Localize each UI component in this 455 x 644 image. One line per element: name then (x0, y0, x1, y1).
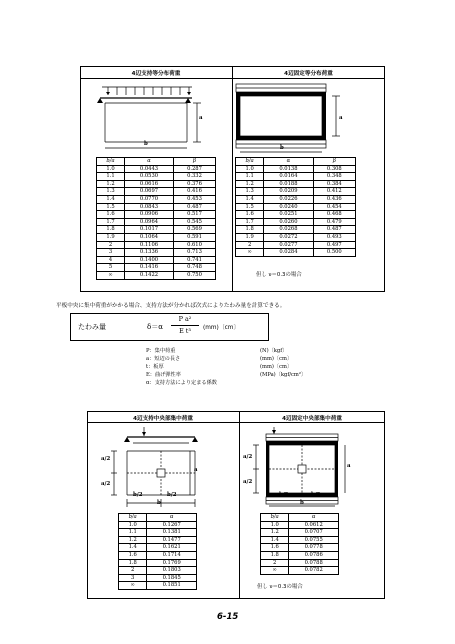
dimension-b: b (280, 145, 284, 151)
fraction-bar (171, 325, 199, 326)
table-cell: 0.1017 (125, 226, 174, 234)
table-cell: 0.0277 (264, 241, 313, 249)
table-cell: 1.7 (97, 218, 125, 226)
table-cell: 0.0782 (289, 567, 339, 575)
table-row (261, 559, 339, 567)
table-cell: 0.416 (173, 188, 215, 196)
dimension-b-half: b/2 (279, 492, 289, 498)
table-cell: 5 (97, 264, 125, 272)
col-header: b/a (119, 514, 147, 522)
diagram-uniform-fixed (232, 79, 385, 159)
table-cell: 0.0268 (264, 226, 313, 234)
table-cell: 0.0612 (289, 521, 339, 529)
col-header: α (147, 514, 197, 522)
table-row (236, 165, 356, 173)
dimension-b: b (157, 500, 161, 506)
table-cell: 0.1845 (147, 574, 197, 582)
table-cell: 0.1477 (147, 536, 197, 544)
table-cell: 1.0 (97, 165, 125, 173)
table-row (261, 529, 339, 537)
symbol-def: t：板厚 (146, 364, 164, 370)
table-row (97, 218, 216, 226)
table-row (119, 574, 197, 582)
table-cell: 0.545 (173, 218, 215, 226)
table-point-fixed (260, 513, 339, 575)
diagram-point-supported (87, 423, 239, 509)
symbol-row (146, 355, 326, 363)
table-cell: 4 (97, 256, 125, 264)
table-cell: 0.0226 (264, 195, 313, 203)
table-cell: 0.412 (313, 188, 355, 196)
table-cell: 0.1851 (147, 582, 197, 590)
table-row (236, 241, 356, 249)
formula-label: たわみ量 (78, 323, 106, 331)
table-row (97, 165, 216, 173)
col-header: α (289, 514, 339, 522)
table-row (236, 180, 356, 188)
table-cell: 1.1 (97, 173, 125, 181)
table-row (97, 256, 216, 264)
table-cell: 1.2 (119, 536, 147, 544)
formula-denominator: E t³ (179, 327, 191, 335)
table-cell: 1.0 (261, 521, 289, 529)
table-cell: 0.713 (173, 249, 215, 257)
col-header: α (125, 158, 174, 166)
table-cell: 1.5 (97, 203, 125, 211)
table-row (97, 271, 216, 279)
symbol-list (146, 347, 326, 387)
symbol-unit: (MPa)〔kgf/cm²〕 (260, 372, 307, 378)
table-cell: 0.0240 (264, 203, 313, 211)
panel-title: 4辺支持等分布荷重 (131, 71, 181, 77)
table-row (236, 188, 356, 196)
table-cell: 0.497 (313, 241, 355, 249)
table-cell: 1.9 (97, 233, 125, 241)
symbol-def: P：集中荷重 (146, 348, 176, 354)
table-cell: 0.569 (173, 226, 215, 234)
table-cell: 0.308 (313, 165, 355, 173)
table-cell: 0.1400 (125, 256, 174, 264)
table-cell: 0.493 (313, 233, 355, 241)
table-cell: 0.0964 (125, 218, 174, 226)
table-row (97, 173, 216, 181)
table-row (97, 249, 216, 257)
formula-lhs: δ＝α (147, 323, 163, 331)
table-row (97, 203, 216, 211)
table-cell: 1.8 (236, 226, 264, 234)
table-cell: 1.7 (236, 218, 264, 226)
table-cell: 0.0755 (289, 536, 339, 544)
table-cell: 0.1336 (125, 249, 174, 257)
table-cell: 1.8 (119, 559, 147, 567)
table-cell: 1.8 (261, 551, 289, 559)
table-cell: 0.0616 (125, 180, 174, 188)
col-header: b/a (97, 158, 125, 166)
table-row (97, 233, 216, 241)
table-cell: 1.9 (236, 233, 264, 241)
table-cell: 0.0707 (289, 529, 339, 537)
table-cell: 0.610 (173, 241, 215, 249)
table-row (236, 233, 356, 241)
table-row (97, 188, 216, 196)
table-row (236, 218, 356, 226)
table-cell: 0.1803 (147, 567, 197, 575)
table-cell: 0.0188 (264, 180, 313, 188)
table-row (97, 211, 216, 219)
table-row (236, 249, 356, 257)
table-cell: 2 (97, 241, 125, 249)
dimension-a: a (339, 115, 343, 121)
table-row (119, 567, 197, 575)
table-row (261, 551, 339, 559)
formula-numerator: P a² (178, 315, 192, 323)
table-row (261, 544, 339, 552)
dimension-a: a (347, 463, 351, 469)
table-cell: 0.436 (313, 195, 355, 203)
symbol-row (146, 347, 326, 355)
table-row (119, 551, 197, 559)
table-cell: 1.6 (119, 551, 147, 559)
col-header: b/a (236, 158, 264, 166)
table-cell: 0.287 (173, 165, 215, 173)
table-cell: 0.468 (313, 211, 355, 219)
table-cell: 0.0843 (125, 203, 174, 211)
symbol-unit: (N)〔kgf〕 (260, 348, 288, 354)
table-cell: 1.6 (261, 544, 289, 552)
table-cell: 0.479 (313, 218, 355, 226)
panel-title: 4辺支持中央部集中荷重 (133, 416, 193, 422)
table-cell: 0.0209 (264, 188, 313, 196)
symbol-row (146, 371, 326, 379)
table-cell: 1.2 (97, 180, 125, 188)
dimension-a-half: a/2 (101, 456, 111, 462)
table-row (236, 211, 356, 219)
table-cell: 0.517 (173, 211, 215, 219)
table-row (97, 241, 216, 249)
dimension-b-half: b/2 (133, 492, 143, 498)
page-number: 6-15 (217, 612, 239, 622)
symbol-row (146, 379, 326, 387)
dimension-b: b (300, 500, 304, 506)
dimension-b-half: b/2 (311, 492, 321, 498)
table-point-supported (118, 513, 197, 590)
table-row (236, 195, 356, 203)
table-cell: 1.6 (97, 211, 125, 219)
dimension-a: a (194, 467, 198, 473)
table-cell: 0.487 (313, 226, 355, 234)
dimension-a: a (199, 115, 203, 121)
symbol-row (146, 363, 326, 371)
table-cell: 1.8 (97, 226, 125, 234)
table-row (97, 226, 216, 234)
intro-text: 平板中央に集中荷重がかかる場合、支持方法が分かれば次式によりたわみ量を計算できる。 (56, 303, 286, 309)
table-cell: 0.453 (173, 195, 215, 203)
table-cell: 0.1621 (147, 544, 197, 552)
table-cell: 0.741 (173, 256, 215, 264)
table-cell: 0.1381 (147, 529, 197, 537)
table-row (119, 544, 197, 552)
table-cell: 0.750 (173, 271, 215, 279)
dimension-a-half: a/2 (243, 479, 253, 485)
table-cell: 0.376 (173, 180, 215, 188)
poisson-note: 但し ν＝0.3の場合 (256, 272, 302, 278)
table-cell: ∞ (261, 567, 289, 575)
table-cell: 0.591 (173, 233, 215, 241)
table-row (119, 559, 197, 567)
dimension-b-half: b/2 (167, 492, 177, 498)
table-cell: 0.0284 (264, 249, 313, 257)
table-cell: 1.0 (119, 521, 147, 529)
table-cell: 1.4 (261, 536, 289, 544)
table-row (97, 264, 216, 272)
table-row (261, 521, 339, 529)
table-cell: 1.0 (236, 165, 264, 173)
table-cell: 0.487 (173, 203, 215, 211)
table-cell: 0.0164 (264, 173, 313, 181)
table-cell: 1.6 (236, 211, 264, 219)
table-cell: 0.1064 (125, 233, 174, 241)
table-cell: 2 (119, 567, 147, 575)
table-cell: 0.0786 (289, 551, 339, 559)
table-row (119, 529, 197, 537)
table-cell: 0.0906 (125, 211, 174, 219)
table-cell: 1.2 (261, 529, 289, 537)
table-cell: 0.500 (313, 249, 355, 257)
table-cell: 0.0443 (125, 165, 174, 173)
table-cell: 0.0260 (264, 218, 313, 226)
table-cell: 0.0272 (264, 233, 313, 241)
table-cell: 1.5 (236, 203, 264, 211)
table-cell: 0.1769 (147, 559, 197, 567)
table-row (236, 173, 356, 181)
table-cell: 0.384 (313, 180, 355, 188)
panel-title: 4辺固定中央部集中荷重 (282, 416, 342, 422)
table-uniform-supported (96, 157, 216, 280)
table-cell: ∞ (119, 582, 147, 590)
diagram-uniform-supported (80, 79, 232, 159)
symbol-unit: (mm)〔cm〕 (260, 356, 293, 362)
table-row (119, 536, 197, 544)
table-cell: 1.1 (236, 173, 264, 181)
formula-unit: (mm)〔cm〕 (203, 325, 240, 331)
table-row (119, 521, 197, 529)
table-cell: 0.1416 (125, 264, 174, 272)
dimension-a-half: a/2 (243, 454, 253, 460)
table-row (97, 195, 216, 203)
table-cell: 1.1 (119, 529, 147, 537)
table-cell: 0.0770 (125, 195, 174, 203)
table-cell: 0.0138 (264, 165, 313, 173)
symbol-def: E：曲げ弾性率 (146, 372, 181, 378)
table-cell: ∞ (97, 271, 125, 279)
table-cell: ∞ (236, 249, 264, 257)
col-header: b/a (261, 514, 289, 522)
table-cell: 1.3 (97, 188, 125, 196)
table-cell: 3 (97, 249, 125, 257)
table-cell: 0.0251 (264, 211, 313, 219)
table-cell: 0.1714 (147, 551, 197, 559)
table-cell: 0.454 (313, 203, 355, 211)
table-cell: 3 (119, 574, 147, 582)
symbol-unit: (mm)〔cm〕 (260, 364, 293, 370)
table-cell: 0.0788 (289, 559, 339, 567)
table-cell: 1.4 (119, 544, 147, 552)
table-cell: 0.0778 (289, 544, 339, 552)
table-cell: 0.0530 (125, 173, 174, 181)
table-cell: 1.3 (236, 188, 264, 196)
dimension-a-half: a/2 (101, 481, 111, 487)
table-row (119, 582, 197, 590)
col-header: α (264, 158, 313, 166)
table-uniform-fixed (235, 157, 356, 257)
table-cell: 0.348 (313, 173, 355, 181)
table-cell: 0.1422 (125, 271, 174, 279)
table-cell: 0.0697 (125, 188, 174, 196)
table-cell: 0.1267 (147, 521, 197, 529)
table-cell: 1.2 (236, 180, 264, 188)
table-cell: 2 (261, 559, 289, 567)
table-cell: 1.4 (236, 195, 264, 203)
panel-title: 4辺固定等分布荷重 (284, 71, 333, 77)
table-row (97, 180, 216, 188)
table-row (236, 226, 356, 234)
poisson-note: 但し ν＝0.3の場合 (257, 584, 303, 590)
table-cell: 0.748 (173, 264, 215, 272)
table-cell: 0.1106 (125, 241, 174, 249)
table-cell: 2 (236, 241, 264, 249)
col-header: β (173, 158, 215, 166)
table-cell: 1.4 (97, 195, 125, 203)
dimension-b: b (144, 141, 148, 147)
symbol-def: a：短辺の長さ (146, 356, 181, 362)
table-row (261, 567, 339, 575)
table-row (261, 536, 339, 544)
symbol-def: α：支持方法により定まる係数 (146, 380, 217, 386)
table-cell: 0.332 (173, 173, 215, 181)
table-row (236, 203, 356, 211)
col-header: β (313, 158, 355, 166)
